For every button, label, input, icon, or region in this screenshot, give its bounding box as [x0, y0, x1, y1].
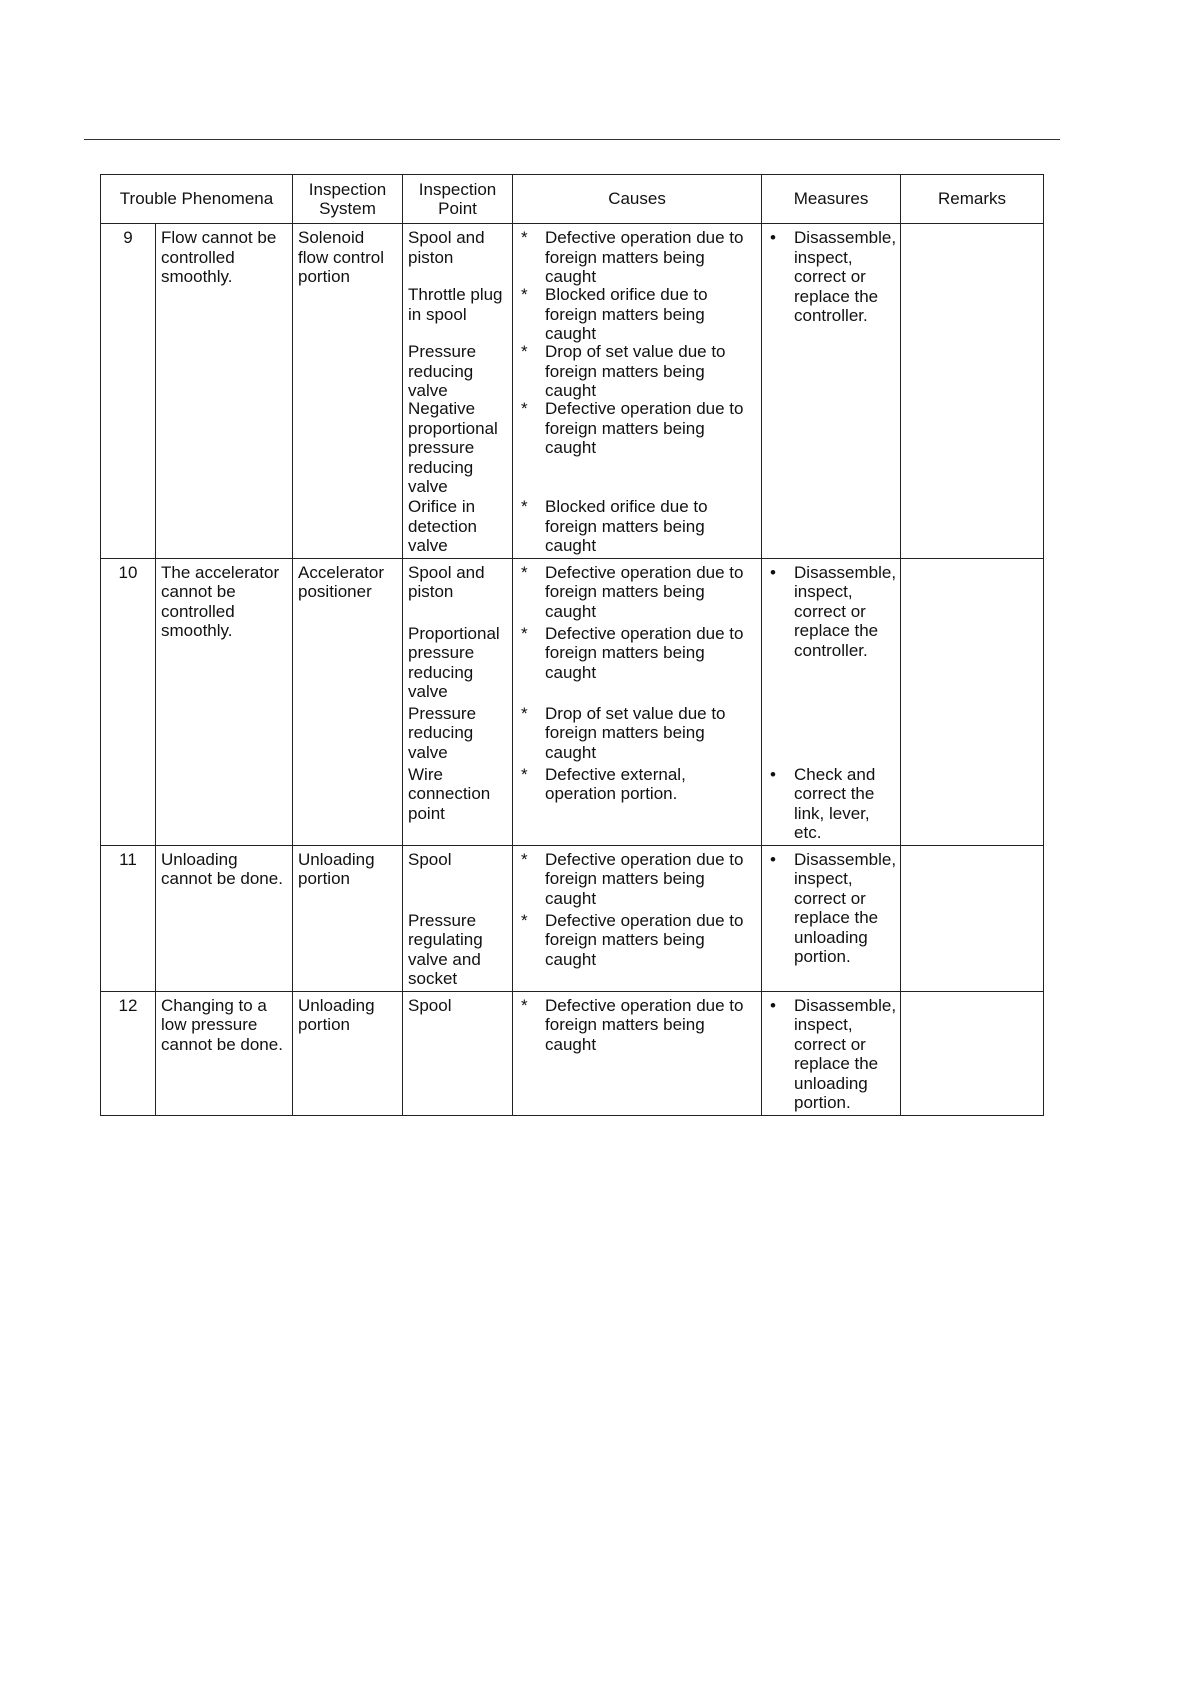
cause-item — [518, 996, 756, 1055]
inspection-points — [403, 845, 513, 991]
cause-text: Defective operation due to foreign matters being caught — [545, 562, 744, 621]
troubleshooting-table — [100, 174, 1044, 1116]
bullet-icon: • — [770, 995, 776, 1015]
asterisk-icon: * — [521, 285, 528, 304]
asterisk-icon: * — [521, 910, 528, 930]
trouble-phenomenon: Changing to a low pressure cannot be done. — [156, 991, 293, 1115]
row-number: 12 — [101, 991, 156, 1115]
cause-item — [518, 624, 756, 704]
inspection-point: Orifice in detection valve — [408, 497, 478, 555]
measures-cell — [762, 224, 901, 559]
inspection-point: Throttle plug in spool — [408, 285, 503, 324]
row-number: 9 — [101, 224, 156, 559]
cause-text: Defective operation due to foreign matters being caught — [545, 849, 744, 908]
inspection-point: Pressure reducing valve — [408, 342, 477, 400]
cause-text: Defective operation due to foreign matters being caught — [545, 399, 744, 457]
inspection-point: Pressure reducing valve — [408, 703, 477, 762]
cause-item — [518, 911, 756, 970]
table-row — [101, 991, 1044, 1115]
asterisk-icon: * — [521, 703, 528, 723]
cause-text: Blocked orifice due to foreign matters being caught — [545, 285, 708, 343]
cause-item — [518, 704, 756, 765]
cause-text: Defective operation due to foreign matters being caught — [545, 910, 744, 969]
cause-text: Drop of set value due to foreign matters being caught — [545, 342, 726, 400]
remarks-cell — [901, 991, 1044, 1115]
asterisk-icon: * — [521, 497, 528, 516]
inspection-point: Spool — [408, 849, 452, 869]
cause-text: Defective operation due to foreign matters being caught — [545, 623, 744, 682]
measure-item — [767, 850, 895, 967]
cause-text: Defective external, operation portion. — [545, 764, 686, 803]
inspection-point: Pressure regulating valve and socket — [408, 910, 483, 988]
causes-cell — [513, 845, 762, 991]
inspection-point: Spool and piston — [408, 562, 485, 601]
cause-item — [518, 850, 756, 911]
trouble-phenomenon: The accelerator cannot be controlled smoothly. — [156, 558, 293, 845]
asterisk-icon: * — [521, 995, 528, 1015]
asterisk-icon: * — [521, 764, 528, 784]
measure-item — [767, 228, 895, 326]
asterisk-icon: * — [521, 228, 528, 247]
measure-text: Disassemble, inspect, correct or replace the controller. — [794, 228, 897, 325]
measure-text: Check and correct the link, lever, etc. — [794, 764, 876, 842]
bullet-icon: • — [770, 228, 776, 247]
inspection-point: Spool — [408, 995, 452, 1015]
causes-cell — [513, 991, 762, 1115]
causes-cell — [513, 224, 762, 559]
measure-item — [767, 765, 895, 843]
measure-item — [767, 996, 895, 1113]
asterisk-icon: * — [521, 399, 528, 418]
inspection-points — [403, 991, 513, 1115]
inspection-point: Proportional pressure reducing valve — [408, 623, 500, 701]
table-row — [101, 224, 1044, 559]
cause-text: Defective operation due to foreign matters being caught — [545, 228, 744, 286]
measure-text: Disassemble, inspect, correct or replace the unloading portion. — [794, 995, 897, 1112]
measure-item — [767, 563, 895, 765]
cause-item — [518, 342, 756, 399]
cause-item — [518, 285, 756, 342]
measure-text: Disassemble, inspect, correct or replace the controller. — [794, 562, 897, 660]
cause-item — [518, 563, 756, 624]
causes-cell — [513, 558, 762, 845]
asterisk-icon: * — [521, 562, 528, 582]
row-number: 11 — [101, 845, 156, 991]
cause-text: Defective operation due to foreign matters being caught — [545, 995, 744, 1054]
bullet-icon: • — [770, 849, 776, 869]
inspection-system: Unloading portion — [293, 845, 403, 991]
inspection-point: Wire connection point — [408, 764, 491, 823]
table-row — [101, 558, 1044, 845]
trouble-phenomenon: Unloading cannot be done. — [156, 845, 293, 991]
cause-item — [518, 228, 756, 285]
cause-text: Drop of set value due to foreign matters being caught — [545, 703, 726, 762]
remarks-cell — [901, 845, 1044, 991]
cause-item — [518, 497, 756, 556]
inspection-points — [403, 224, 513, 559]
inspection-system: Unloading portion — [293, 991, 403, 1115]
row-number: 10 — [101, 558, 156, 845]
remarks-cell — [901, 224, 1044, 559]
inspection-point: Spool and piston — [408, 228, 485, 267]
table-header-row — [101, 175, 1044, 224]
measures-cell — [762, 991, 901, 1115]
asterisk-icon: * — [521, 342, 528, 361]
cause-item — [518, 765, 756, 804]
measure-text: Disassemble, inspect, correct or replace the unloading portion. — [794, 849, 897, 966]
measures-cell — [762, 558, 901, 845]
header-trouble-phenomena: Trouble Phenomena — [101, 175, 293, 224]
trouble-phenomenon: Flow cannot be controlled smoothly. — [156, 224, 293, 559]
header-inspection-point: Inspection Point — [403, 175, 513, 224]
header-rule — [84, 139, 1060, 140]
header-measures: Measures — [762, 175, 901, 224]
asterisk-icon: * — [521, 849, 528, 869]
bullet-icon: • — [770, 764, 776, 784]
inspection-points — [403, 558, 513, 845]
cause-item — [518, 399, 756, 497]
inspection-system: Solenoid flow control portion — [293, 224, 403, 559]
inspection-point: Negative proportional pressure reducing valve — [408, 399, 498, 496]
header-remarks: Remarks — [901, 175, 1044, 224]
table-row — [101, 845, 1044, 991]
remarks-cell — [901, 558, 1044, 845]
inspection-system: Accelerator positioner — [293, 558, 403, 845]
header-inspection-system: Inspection System — [293, 175, 403, 224]
bullet-icon: • — [770, 562, 776, 582]
measures-cell — [762, 845, 901, 991]
asterisk-icon: * — [521, 623, 528, 643]
cause-text: Blocked orifice due to foreign matters being caught — [545, 497, 708, 555]
header-causes: Causes — [513, 175, 762, 224]
